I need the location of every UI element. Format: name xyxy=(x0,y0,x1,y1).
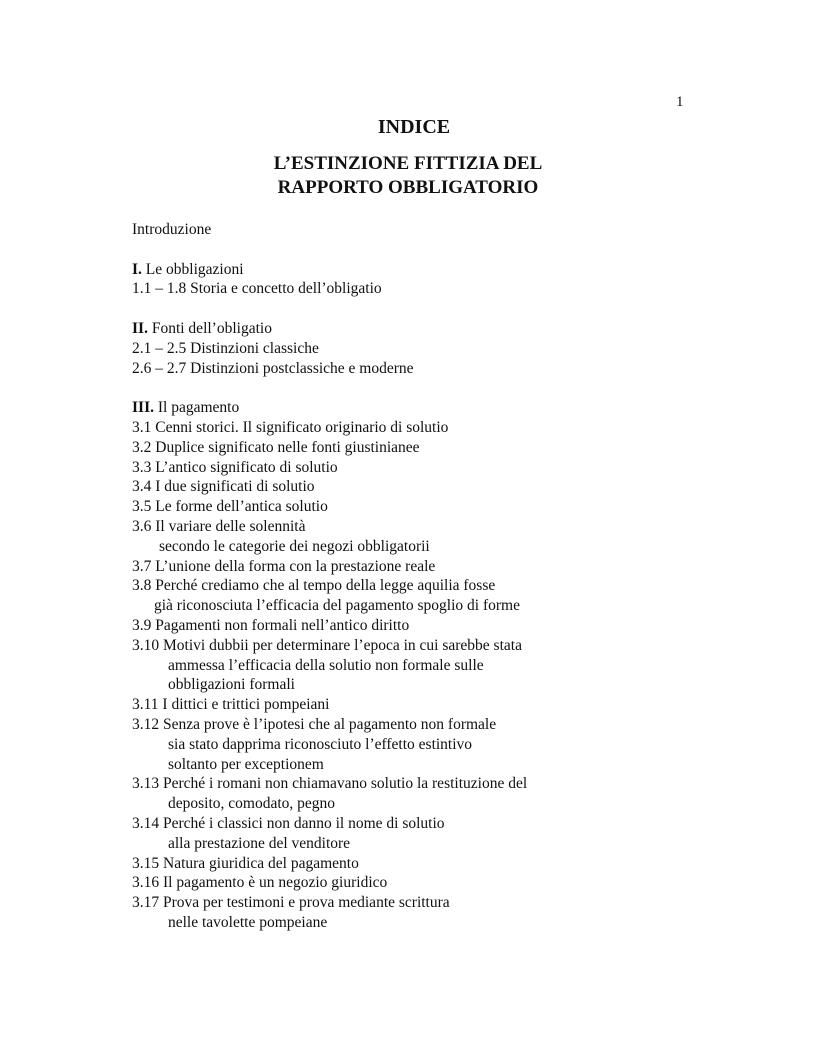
toc-entry: 3.15 Natura giuridica del pagamento xyxy=(132,854,359,872)
subtitle-line-1: L’ESTINZIONE FITTIZIA DEL xyxy=(273,153,543,174)
chapter-heading xyxy=(132,398,752,418)
toc-introduction: Introduzione xyxy=(132,221,212,238)
toc-entry: 3.12 Senza prove è l’ipotesi che al pagamento non formale xyxy=(132,715,497,733)
toc-entry: 3.5 Le forme dell’antica solutio xyxy=(132,498,328,516)
page-title: INDICE xyxy=(377,116,451,138)
chapter-number: III. xyxy=(132,399,154,417)
toc-entry: 3.11 I dittici e trittici pompeiani xyxy=(132,696,330,714)
toc-entry: 3.1 Cenni storici. Il significato originario di solutio xyxy=(132,418,449,436)
table-of-contents xyxy=(132,220,752,933)
toc-entry: 3.4 I due significati di solutio xyxy=(132,478,315,496)
toc-entry: 2.6 – 2.7 Distinzioni postclassiche e moderne xyxy=(132,359,414,377)
toc-entry: 3.17 Prova per testimoni e prova mediante scrittura xyxy=(132,894,450,912)
toc-entry: 2.1 – 2.5 Distinzioni classiche xyxy=(132,339,319,357)
chapter-title: Il pagamento xyxy=(157,399,240,417)
chapter-title: Le obbligazioni xyxy=(145,260,244,278)
document-subtitle xyxy=(0,152,816,200)
toc-entry-continuation: sia stato dapprima riconosciuto l’effetto estintivo xyxy=(168,735,473,753)
toc-entry-continuation: obbligazioni formali xyxy=(168,676,295,694)
toc-entry: 3.3 L’antico significato di solutio xyxy=(132,458,338,476)
toc-entry-continuation: alla prestazione del venditore xyxy=(168,834,351,852)
toc-entry-continuation: già riconosciuta l’efficacia del pagamento spoglio di forme xyxy=(154,597,520,615)
subtitle-line-2: RAPPORTO OBBLIGATORIO xyxy=(277,177,539,198)
chapter-title: Fonti dell’obligatio xyxy=(151,319,272,337)
chapter-heading xyxy=(132,319,752,339)
page-number: 1 xyxy=(676,94,684,110)
toc-entry-continuation: secondo le categorie dei negozi obbligatorii xyxy=(159,537,430,555)
toc-entry: 3.16 Il pagamento è un negozio giuridico xyxy=(132,874,388,892)
toc-entry: 3.14 Perché i classici non danno il nome di solutio xyxy=(132,814,445,832)
toc-entry: 3.2 Duplice significato nelle fonti giustinianee xyxy=(132,438,420,456)
toc-entry: 3.6 Il variare delle solennità xyxy=(132,517,306,535)
toc-entry-continuation: deposito, comodato, pegno xyxy=(168,795,336,813)
toc-entry-continuation: nelle tavolette pompeiane xyxy=(168,913,328,931)
chapter-heading xyxy=(132,260,752,280)
toc-entry: 3.13 Perché i romani non chiamavano solutio la restituzione del xyxy=(132,775,528,793)
toc-entry-continuation: soltanto per exceptionem xyxy=(168,755,324,773)
toc-entry: 3.7 L’unione della forma con la prestazione reale xyxy=(132,557,436,575)
toc-entry: 3.10 Motivi dubbii per determinare l’epoca in cui sarebbe stata xyxy=(132,636,522,654)
chapter-number: I. xyxy=(132,260,142,278)
toc-entry: 3.9 Pagamenti non formali nell’antico diritto xyxy=(132,616,410,634)
toc-entry: 1.1 – 1.8 Storia e concetto dell’obligatio xyxy=(132,280,382,298)
toc-entry-continuation: ammessa l’efficacia della solutio non formale sulle xyxy=(168,656,484,674)
toc-entry: 3.8 Perché crediamo che al tempo della legge aquilia fosse xyxy=(132,577,496,595)
chapter-number: II. xyxy=(132,319,148,337)
